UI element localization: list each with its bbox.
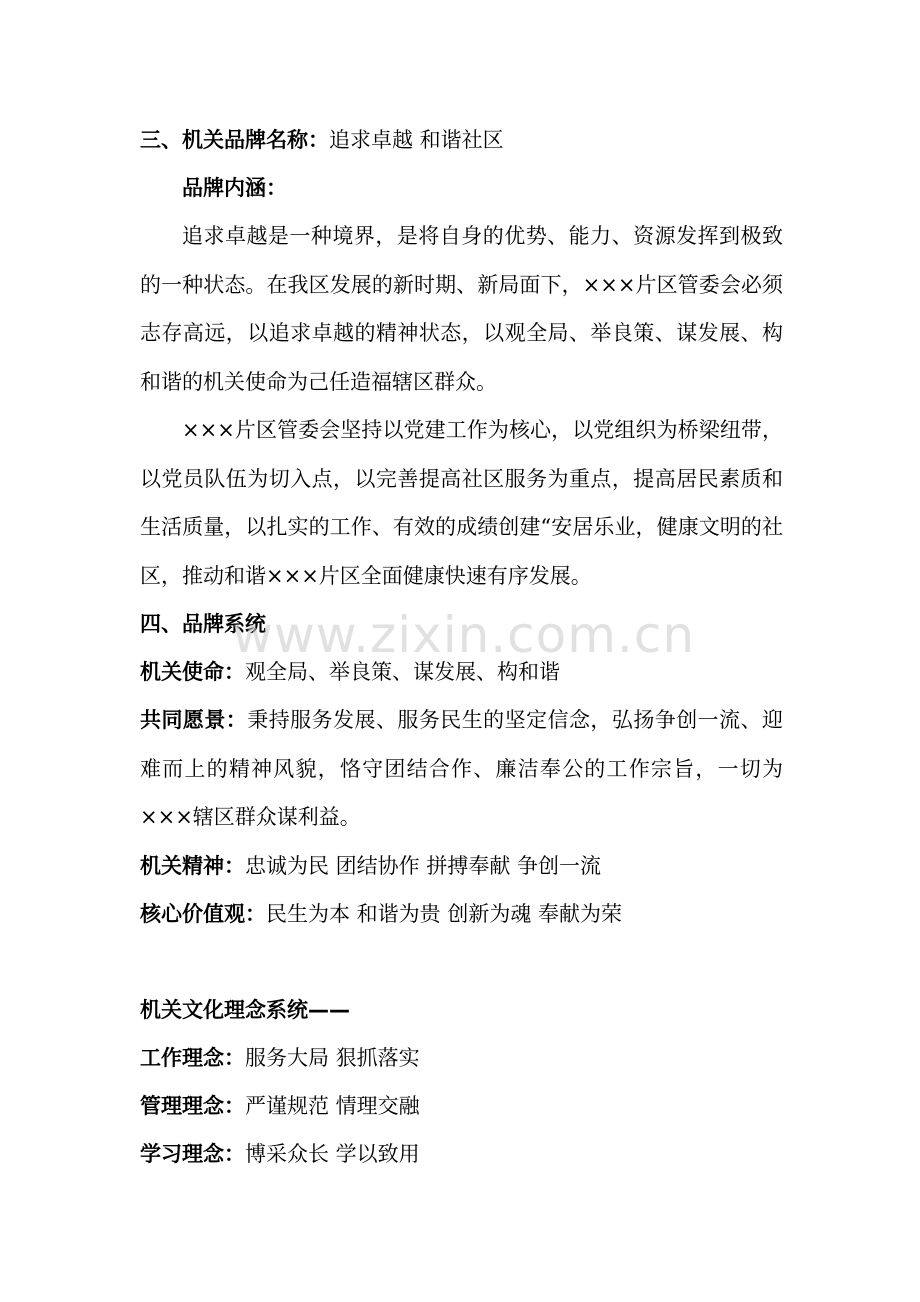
core-values-value: 民生为本 和谐为贵 创新为魂 奉献为荣	[266, 901, 623, 926]
spirit-line	[140, 842, 783, 890]
brand-meaning-paragraph-2: ×××片区管委会坚持以党建工作为核心，以党组织为桥梁纽带，以党员队伍为切入点，以完善提高社区服务为重点，提高居民素质和生活质量，以扎实的工作、有效的成绩创建“安居乐业，健康文明的社区，推动和谐×××片区全面健康快速有序发展。	[140, 418, 783, 588]
vision-paragraph	[140, 696, 783, 842]
document-body	[140, 116, 783, 1178]
brand-system-heading-text: 四、品牌系统	[140, 612, 266, 636]
culture-system-heading-text: 机关文化理念系统——	[140, 997, 350, 1022]
work-concept-value: 服务大局 狠抓落实	[245, 1045, 420, 1070]
brand-meaning-paragraph-1: 追求卓越是一种境界，是将自身的优势、能力、资源发挥到极致的一种状态。在我区发展的新时期、新局面下，×××片区管委会必须志存高远，以追求卓越的精神状态，以观全局、举良策、谋发展、构和谐的机关使命为己任造福辖区群众。	[140, 224, 783, 394]
mission-line	[140, 648, 783, 696]
spirit-value: 忠诚为民 团结协作 拼搏奉献 争创一流	[245, 853, 602, 878]
core-values-label: 核心价值观：	[140, 901, 266, 926]
work-concept-line	[140, 1034, 783, 1082]
brand-system-heading	[140, 600, 783, 648]
learning-concept-value: 博采众长 学以致用	[245, 1141, 420, 1166]
mission-label: 机关使命：	[140, 660, 245, 684]
blank-line	[140, 938, 783, 986]
management-concept-line	[140, 1082, 783, 1130]
learning-concept-line	[140, 1130, 783, 1178]
brand-meaning-heading	[140, 164, 783, 212]
management-concept-label: 管理理念：	[140, 1093, 245, 1118]
mission-value: 观全局、举良策、谋发展、构和谐	[245, 660, 560, 684]
management-concept-value: 严谨规范 情理交融	[245, 1093, 420, 1118]
vision-label: 共同愿景：	[140, 708, 248, 732]
brand-name-value: 追求卓越 和谐社区	[329, 128, 504, 152]
vision-value: 秉持服务发展、服务民生的坚定信念，弘扬争创一流、迎难而上的精神风貌，恪守团结合作、廉洁奉公的工作宗旨，一切为×××辖区群众谋利益。	[140, 708, 784, 829]
brand-meaning-label: 品牌内涵：	[182, 176, 287, 200]
watermark-text: www.zixin.com.cn	[232, 606, 696, 664]
core-values-line	[140, 890, 783, 938]
spirit-label: 机关精神：	[140, 853, 245, 878]
learning-concept-label: 学习理念：	[140, 1141, 245, 1166]
work-concept-label: 工作理念：	[140, 1045, 245, 1070]
brand-name-label: 三、机关品牌名称：	[140, 128, 329, 152]
brand-name-line	[140, 116, 783, 164]
culture-system-heading	[140, 986, 783, 1034]
